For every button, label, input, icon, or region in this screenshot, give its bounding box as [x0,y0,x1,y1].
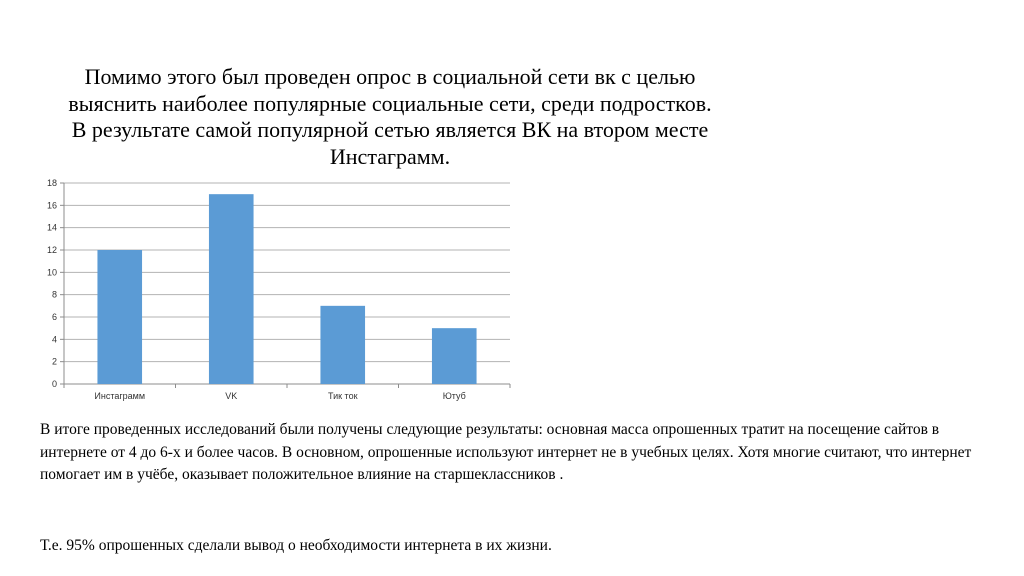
x-tick-label: VK [225,391,238,401]
y-tick-label: 2 [51,356,57,367]
x-tick-label: Инстаграмм [94,391,146,401]
results-paragraph: В итоге проведенных исследований были получены следующие результаты: основная масса опрошенных тратит на посещение сайтов в интернете от 4 до 6-х и более часов. В основном, опрошенные используют интернет не в учебных целях. Хотя многие считают, что интернет помогает им в учёбе, оказывает положительное влияние на старшеклассников . [40,421,972,483]
bar-1 [97,250,142,384]
y-tick-label: 14 [46,222,57,233]
chart-bars [97,194,476,384]
y-tick-label: 0 [51,379,57,389]
y-tick-label: 10 [46,267,57,278]
bar-2 [209,194,254,384]
heading-line: Инстаграмм. [329,143,451,169]
heading-line: В результате самой популярной сетью является ВК на втором месте [71,117,709,142]
y-tick-label: 6 [51,312,57,322]
bar-4 [432,328,477,384]
heading-line: выяснить наиболее популярные социальные сети, среди подростков. [68,90,712,116]
y-tick-label: 4 [51,334,57,345]
x-tick-label: Тик ток [327,391,358,401]
slide-heading [0,64,780,170]
y-tick-label: 18 [46,178,57,188]
bar-chart [30,174,520,406]
y-tick-label: 12 [46,245,57,255]
y-tick-label: 8 [51,289,57,300]
heading-line: Помимо этого был проведен опрос в социальной сети вк с целью [84,64,696,89]
y-tick-label: 16 [46,200,57,211]
conclusion-paragraph: Т.е. 95% опрошенных сделали вывод о необходимости интернета в их жизни. [40,537,552,554]
bar-3 [320,306,365,384]
x-tick-label: Ютуб [442,391,466,401]
